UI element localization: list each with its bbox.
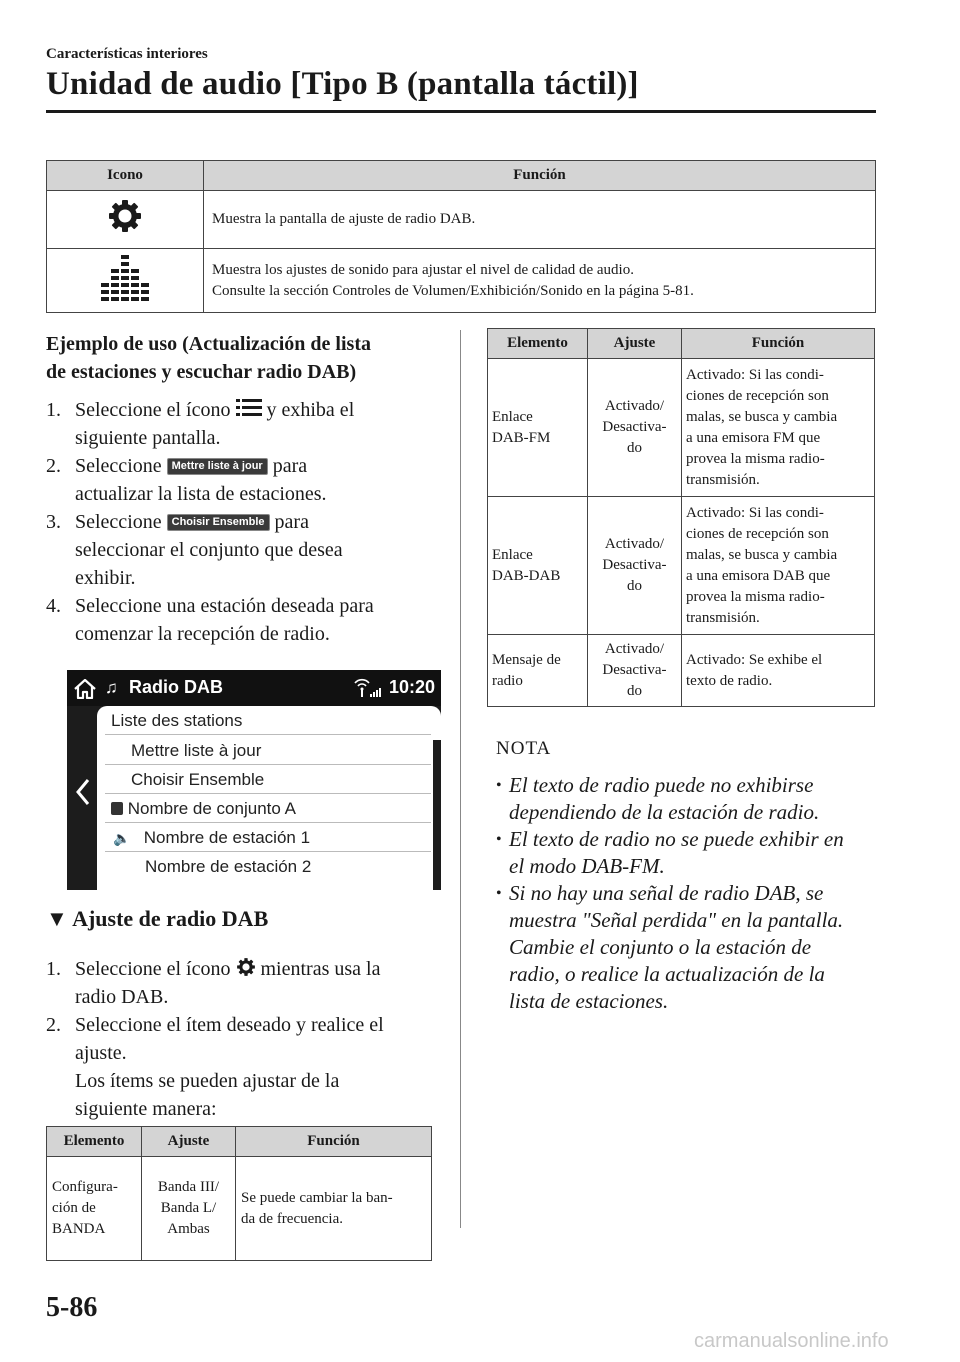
- example-steps: [46, 396, 441, 648]
- cell-line: DAB-FM: [492, 429, 551, 446]
- gear-icon: [236, 957, 256, 977]
- gear-icon: [107, 198, 143, 234]
- step-text: y exhiba el: [266, 399, 355, 421]
- table-row: [47, 249, 876, 313]
- example-heading: [46, 330, 436, 386]
- cell-line: Configura-: [52, 1179, 118, 1195]
- example-heading-line: Ejemplo de uso (Actualización de lista: [46, 333, 371, 355]
- choose-ensemble-button[interactable]: Choisir Ensemble: [167, 514, 270, 531]
- list-divider: [105, 706, 431, 735]
- note-line: Si no hay una señal de radio DAB, se: [509, 881, 824, 905]
- bullet-icon: •: [496, 777, 502, 794]
- page-title: Unidad de audio [Tipo B (pantalla táctil)]: [46, 66, 639, 102]
- cell-line: Ambas: [167, 1221, 210, 1237]
- function-text: Consulte la sección Controles de Volumen/Exhibición/Sonido en la página 5-81.: [212, 282, 694, 299]
- list-item-label: Nombre de estación 1: [143, 828, 311, 847]
- back-chevron-icon[interactable]: [75, 778, 91, 806]
- step-text: radio DAB.: [75, 986, 169, 1008]
- list-item-ensemble[interactable]: [105, 765, 431, 794]
- cell-line: transmisión.: [686, 471, 760, 488]
- update-list-button[interactable]: Mettre liste à jour: [167, 458, 268, 475]
- cell-line: a una emisora FM que: [686, 429, 821, 446]
- cell-line: ción de: [52, 1200, 96, 1216]
- cell-line: BANDA: [52, 1221, 106, 1237]
- column-divider: [460, 330, 461, 1228]
- screen-list: [97, 706, 441, 890]
- note-list: [496, 772, 881, 1015]
- cell-line: ciones de recepción son: [686, 387, 829, 404]
- cell-line: Activado: Se exhibe el: [686, 651, 823, 668]
- step-text: Seleccione una estación deseada para: [75, 595, 374, 617]
- step-text: seleccionar el conjunto que desea: [75, 539, 343, 561]
- cell-line: Enlace: [492, 546, 533, 563]
- clock: 10:20: [389, 677, 436, 697]
- step-text: para: [272, 455, 308, 477]
- screen-title: Radio DAB: [129, 677, 223, 697]
- table-header-icon: Icono: [47, 161, 204, 191]
- cell-line: transmisión.: [686, 609, 760, 626]
- function-cell: [682, 635, 875, 707]
- step-number: 2.: [46, 1014, 61, 1036]
- note-line: El texto de radio no se puede exhibir en: [509, 827, 844, 851]
- bullet-icon: •: [496, 831, 502, 848]
- note-line: radio, o realice la actualización de la: [509, 962, 825, 986]
- icon-cell: [47, 191, 204, 249]
- list-item-label: Nombre de estación 2: [145, 857, 312, 876]
- step-text: comenzar la recepción de radio.: [75, 623, 330, 645]
- section-label: Características interiores: [46, 46, 208, 62]
- list-icon: [236, 398, 262, 418]
- note-line: lista de estaciones.: [509, 989, 669, 1013]
- bullet-icon: •: [496, 885, 502, 902]
- speaker-icon: 🔈: [113, 830, 131, 846]
- step-text: Seleccione el ícono: [75, 958, 231, 980]
- step-text: siguiente pantalla.: [75, 427, 221, 449]
- step-3: [46, 508, 441, 592]
- step-text: Seleccione: [75, 511, 162, 533]
- cell-line: provea la misma radio-: [686, 450, 825, 467]
- adjust-steps: [46, 955, 441, 1123]
- list-item-station-2[interactable]: [105, 852, 431, 881]
- list-item-ensemble-a[interactable]: [105, 794, 431, 823]
- cell-line: DAB-DAB: [492, 567, 561, 584]
- note-line: El texto de radio puede no exhibirse: [509, 773, 814, 797]
- step-2: [46, 452, 441, 508]
- function-cell: [682, 359, 875, 497]
- step-text: Seleccione el ícono: [75, 399, 231, 421]
- table-header-element: Elemento: [488, 329, 588, 359]
- step-text: mientras usa la: [260, 958, 381, 980]
- element-cell: [488, 359, 588, 497]
- element-cell: [47, 1157, 142, 1261]
- function-cell: [236, 1157, 432, 1261]
- cell-line: da de frecuencia.: [241, 1210, 344, 1227]
- table-header-setting: Ajuste: [142, 1127, 236, 1157]
- list-header: Liste des stations: [111, 711, 243, 730]
- table-row: [488, 497, 875, 635]
- note-line: dependiendo de la estación de radio.: [509, 800, 820, 824]
- cell-line: Desactiva-: [602, 662, 667, 678]
- note-line: Cambie el conjunto o la estación de: [509, 935, 812, 959]
- list-item-label: Mettre liste à jour: [131, 741, 262, 760]
- step-text: Seleccione el ítem deseado y realice el: [75, 1014, 384, 1036]
- cell-line: Desactiva-: [602, 419, 667, 435]
- element-cell: [488, 635, 588, 707]
- cell-line: provea la misma radio-: [686, 588, 825, 605]
- table-header-function: Función: [682, 329, 875, 359]
- triangle-down-icon: ▼: [46, 906, 68, 931]
- list-item-update[interactable]: [105, 736, 431, 765]
- dab-settings-table: [487, 328, 875, 707]
- setting-cell: [588, 635, 682, 707]
- cell-line: do: [627, 578, 642, 594]
- list-item-label: Nombre de conjunto A: [127, 799, 296, 818]
- music-note-icon: ♫: [105, 678, 118, 697]
- cell-line: Activado/: [604, 536, 665, 552]
- note-item: [496, 772, 881, 826]
- step-text: Seleccione: [75, 455, 162, 477]
- icon-cell: [47, 249, 204, 313]
- list-item-label: Choisir Ensemble: [131, 770, 265, 789]
- note-label: NOTA: [496, 738, 552, 759]
- step-text: para: [274, 511, 309, 533]
- cell-line: do: [627, 683, 642, 699]
- table-row: [47, 1157, 432, 1261]
- watermark: carmanualsonline.info: [694, 1330, 889, 1352]
- table-header-setting: Ajuste: [588, 329, 682, 359]
- step-text: ajuste.: [75, 1042, 127, 1064]
- signal-icon: [353, 678, 383, 698]
- cell-line: malas, se busca y cambia: [686, 546, 838, 563]
- step-4: [46, 592, 441, 648]
- adjust-heading-text: Ajuste de radio DAB: [72, 906, 269, 931]
- home-icon[interactable]: [73, 679, 97, 699]
- icon-function-table: [46, 160, 876, 313]
- radio-screen-mockup: [67, 670, 441, 890]
- page-number: 5-86: [46, 1292, 98, 1323]
- cell-line: Desactiva-: [602, 557, 667, 573]
- equalizer-icon: [99, 253, 151, 301]
- step-text: exhibir.: [75, 567, 136, 589]
- step-number: 1.: [46, 399, 61, 421]
- cell-line: Activado/: [604, 641, 665, 657]
- example-heading-line: de estaciones y escuchar radio DAB): [46, 361, 357, 383]
- cell-line: do: [627, 440, 642, 456]
- cell-line: malas, se busca y cambia: [686, 408, 838, 425]
- step-number: 3.: [46, 511, 61, 533]
- screen-header: [67, 670, 441, 706]
- adjust-step-2: [46, 1011, 441, 1123]
- step-text: siguiente manera:: [75, 1098, 217, 1120]
- function-text: Muestra la pantalla de ajuste de radio DAB.: [212, 211, 476, 227]
- list-item-station-1[interactable]: [105, 823, 431, 852]
- cell-line: texto de radio.: [686, 672, 773, 689]
- cell-line: Activado: Si las condi-: [686, 504, 824, 521]
- table-header-function: Función: [236, 1127, 432, 1157]
- cell-line: a una emisora DAB que: [686, 567, 831, 584]
- band-settings-table: [46, 1126, 432, 1261]
- element-cell: [488, 497, 588, 635]
- note-item: [496, 826, 881, 880]
- step-number: 2.: [46, 455, 61, 477]
- step-number: 4.: [46, 595, 61, 617]
- cell-line: ciones de recepción son: [686, 525, 829, 542]
- title-rule: [46, 110, 876, 113]
- step-text: Los ítems se pueden ajustar de la: [75, 1070, 340, 1092]
- function-cell: [682, 497, 875, 635]
- cell-line: Banda L/: [160, 1200, 217, 1216]
- cell-line: Banda III/: [157, 1179, 220, 1195]
- ensemble-icon: [111, 802, 123, 815]
- adjust-heading: [46, 906, 268, 932]
- cell-line: Activado: Si las condi-: [686, 366, 824, 383]
- note-line: muestra "Señal perdida" en la pantalla.: [509, 908, 844, 932]
- cell-line: Activado/: [604, 398, 665, 414]
- cell-line: radio: [492, 672, 523, 689]
- cell-line: Mensaje de: [492, 651, 561, 668]
- adjust-step-1: [46, 955, 441, 1011]
- step-number: 1.: [46, 958, 61, 980]
- table-row: [47, 191, 876, 249]
- cell-line: Se puede cambiar la ban-: [241, 1189, 393, 1206]
- setting-cell: [588, 359, 682, 497]
- screen-scroll-edge: [433, 740, 441, 890]
- step-1: [46, 396, 441, 452]
- setting-cell: [588, 497, 682, 635]
- note-item: [496, 880, 881, 1015]
- setting-cell: [142, 1157, 236, 1261]
- table-row: [488, 359, 875, 497]
- table-header-element: Elemento: [47, 1127, 142, 1157]
- cell-line: Enlace: [492, 408, 533, 425]
- function-cell: [204, 249, 876, 313]
- table-row: [488, 635, 875, 707]
- step-text: actualizar la lista de estaciones.: [75, 483, 327, 505]
- function-text: Muestra los ajustes de sonido para ajustar el nivel de calidad de audio.: [212, 261, 634, 278]
- function-cell: [204, 191, 876, 249]
- note-line: el modo DAB-FM.: [509, 854, 665, 878]
- table-header-function: Función: [204, 161, 876, 191]
